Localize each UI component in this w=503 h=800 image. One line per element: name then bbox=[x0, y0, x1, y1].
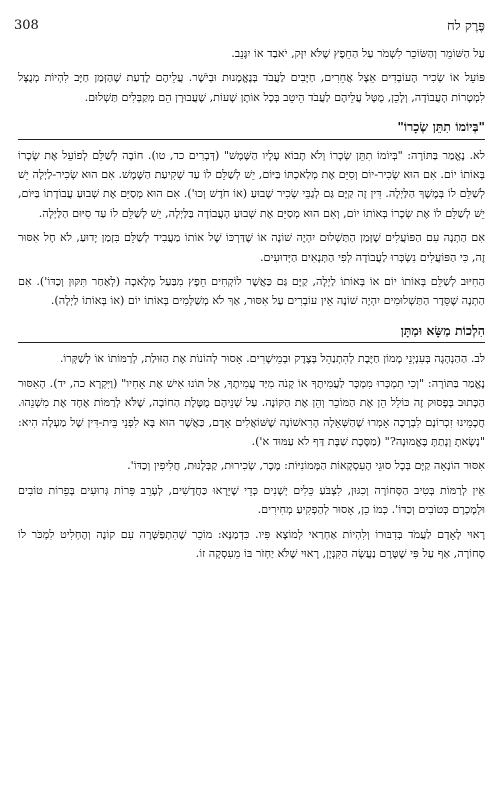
chapter-title: פֶּרֶק לח bbox=[446, 19, 485, 34]
section-heading-wrapper bbox=[18, 321, 485, 343]
paragraph-32-torah-quote: נֶאֱמַר בַּתּוֹרָה: "וְכִי תִמְכְּרוּ מִמְכָּר לַעֲמִיתֶךָ אוֹ קָנֹה מִיַּד עֲמִיתֶךָ, אַל תּוֹנוּ אִישׁ אֶת אָחִיו" (וַיִּקְרָא כה, יד). הָאִסּוּר הַכָּתוּב בְּפָסוּק זֶה כּוֹלֵל הֵן אֶת הַמּוֹכֵר וְהֵן אֶת הַקּוֹנֶה. עַל שְׁנֵיהֶם מֻטֶּלֶת הַחוֹבָה, שֶׁלֹּא לְרַמּוֹת אֶחָד אֶת מִשְׁנֵהוּ. חֲכָמֵינוּ זִכְרוֹנָם לִבְרָכָה אָמְרוּ שֶׁהַשְּׁאֵלָה הָרִאשׁוֹנָה שֶׁשּׁוֹאֲלִים אָדָם, כַּאֲשֶׁר הוּא בָּא לִפְנֵי בֵּית-דִּין שֶׁל מַעְלָה הִיא: "נָשָׂאתָ וְנָתַתָּ בֶּאֱמוּנָה?" (מַסֶּכֶת שַׁבָּת דַּף לא עַמּוּד א'). bbox=[18, 376, 485, 448]
paragraph-31-condition: אִם הַתְנָה עִם הַפּוֹעֲלִים שֶׁזְּמַן הַתַּשְׁלוּם יִהְיֶה שׁוֹנֶה אוֹ שֶׁדַּרְכּוֹ שֶׁל אוֹתוֹ מַעֲבִיד לְשַׁלֵּם בִּזְמַן יָדוּעַ, לֹא חָל אִסּוּר זֶה, כִּי הַפּוֹעֲלִים נִשְׂכְּרוּ לַעֲבוֹדָה לְפִי הַתְּנָאִים הַיְּדוּעִים. bbox=[18, 231, 485, 264]
paragraph-32-word: רָאוּי לָאָדָם לַעֲמֹד בְּדִבּוּרוֹ וְלִהְיוֹת אַחְרַאי לְמוֹצָא פִּיו. כִּדְמַנָּא: מוֹכֵר שֶׁהִתְפַּשְּׁרָה עִם קוֹנֶה וְהֶחְלִיט לִמְכֹּר לוֹ סְחוֹרָה, אַף עַל פִּי שֶׁטֶּרֶם נַעֲשָׂה הַקִּנְיָן, רָאוּי שֶׁלֹּא יַחְזֹר בּוֹ מֵעִסְקָה זוֹ. bbox=[18, 527, 485, 560]
section-heading-payment: "בְּיוֹמוֹ תִתֵּן שְׂכָרוֹ" bbox=[397, 119, 485, 135]
intro-paragraph-2: פּוֹעֵל אוֹ שְׂכִיר הָעוֹבְדִים אֵצֶל אֲחֵרִים, חַיָּבִים לַעֲבֹד בְּנֶאֱמָנוּת וּבְיֹשֶׁר. עֲלֵיהֶם לָדַעַת שֶׁהַזְּמַן חַיָּב לִהְיוֹת מְנֻצָּל לִמְטָרוֹת הָעֲבוֹדָה, וְלָכֵן, מֻטָּל עֲלֵיהֶם לַעֲבֹד הֵיטֵב בְּכָל אוֹתָן שָׁעוֹת, שֶׁעֲבוּרָן הֵם מְקַבְּלִים תַּשְׁלוּם. bbox=[18, 71, 485, 104]
section-heading-commerce: הִלְכוֹת מַשָּׂא וּמַתָּן bbox=[400, 322, 485, 338]
paragraph-31: לא. נֶאֱמַר בַּתּוֹרָה: "בְּיוֹמוֹ תִתֵּן שְׂכָרוֹ וְלֹא תָבוֹא עָלָיו הַשֶּׁמֶשׁ" (דְּבָרִים כד, טו). חוֹבָה לְשַׁלֵּם לְפוֹעֵל אֶת שְׂכָרוֹ בְּאוֹתוֹ יוֹם. אִם הוּא שְׂכִיר-יוֹם וְסִיֵּם אֶת מְלַאכְתּוֹ בַּיּוֹם, יֵשׁ לְשַׁלֵּם לוֹ עַד שְׁקִיעַת הַשֶּׁמֶשׁ. אִם הוּא שְׂכִיר-לַיְלָה יֵשׁ לְשַׁלֵּם לוֹ בְּמֶשֶׁךְ הַלַּיְלָה. דִּין זֶה קַיָּם גַּם לְגַבֵּי שְׂכִיר שָׁבוּעַ (אוֹ חֹדֶשׁ וְכוּ'). אִם הוּא מְסַיֵּם אֶת שְׁבוּעַ עֲבוֹדָתוֹ בַּיּוֹם, יֵשׁ לְשַׁלֵּם לוֹ אֶת שְׂכָרוֹ בְּאוֹתוֹ יוֹם, וְאִם הוּא מְסַיֵּם אֶת שְׁבוּעַ הָעֲבוֹדָה בַּלַּיְלָה, יֵשׁ לְשַׁלֵּם לוֹ עַד סִיּוּם הַלַּיְלָה. bbox=[18, 148, 485, 220]
intro-paragraph-1: עַל הַשּׁוֹמֵר וְהַשּׂוֹכֵר לִשְׁמֹר עַל הַחֵפֶץ שֶׁלֹּא יִזָּק, יֹאבַד אוֹ יִגָּנֵב. bbox=[231, 47, 485, 60]
page-header bbox=[0, 18, 503, 38]
paragraph-32-quality: אֵין לְרַמּוֹת בְּטִיב הַסְּחוֹרָה וְכִגּוּן, לִצְבֹּעַ כֵּלִים יְשָׁנִים כְּדֵי שֶׁיֵּרָאוּ כַּחֲדָשִׁים, לְעָרֵב פֵּרוֹת גְּרוּעִים בְּפֵרוֹת טוֹבִים וּלְמָכְרָם כְּטוֹבִים וְכַדּוֹ'. כְּמוֹ כֵן, אָסוּר לְהַפְקִיעַ מְחִירִים. bbox=[18, 483, 485, 517]
body-text bbox=[18, 44, 485, 568]
page-number: 308 bbox=[14, 18, 39, 33]
paragraph-32-transactions: אִסּוּר הוֹנָאָה קַיָּם בְּכָל סוּגֵי הָעִסְקָאוֹת הַמָּמוֹנִיּוֹת: מֶכֶר, שְׂכִירוּת, קַבְּלָנוּת, חֲלִיפִין וְכַדּוֹ'. bbox=[127, 459, 485, 473]
paragraph-31-craftsman: הַחִיּוּב לְשַׁלֵּם בְּאוֹתוֹ יוֹם אוֹ בְּאוֹתוֹ לַיְלָה, קַיָּם גַּם כַּאֲשֶׁר לוֹקְחִים חֵפֶץ מִבַּעַל מְלָאכָה (לְאַחַר תִּקּוּן וְכַדּוֹ'). אִם הַתְנָה שֶׁסֵּדֶר הַתַּשְׁלוּמִים יִהְיֶה שׁוֹנֶה אֵין עוֹבְרִים עַל אִסּוּר, אַךְ לֹא מְשַׁלְּמִים בְּאוֹתוֹ יוֹם (אוֹ בְּאוֹתוֹ לַיְלָה). bbox=[18, 275, 485, 308]
paragraph-32: לב. הַהַנְהָגָה בְּעִנְיְנֵי מָמוֹן חַיֶּבֶת לְהִתְנַהֵל בְּצֶדֶק וּבְמֵישָׁרִים. אָסוּר לְהוֹנוֹת אֶת הַזּוּלַת, לְרַמּוֹתוֹ אוֹ לְשַׁקְּרוֹ. bbox=[59, 352, 485, 366]
section-heading-wrapper bbox=[18, 117, 485, 139]
